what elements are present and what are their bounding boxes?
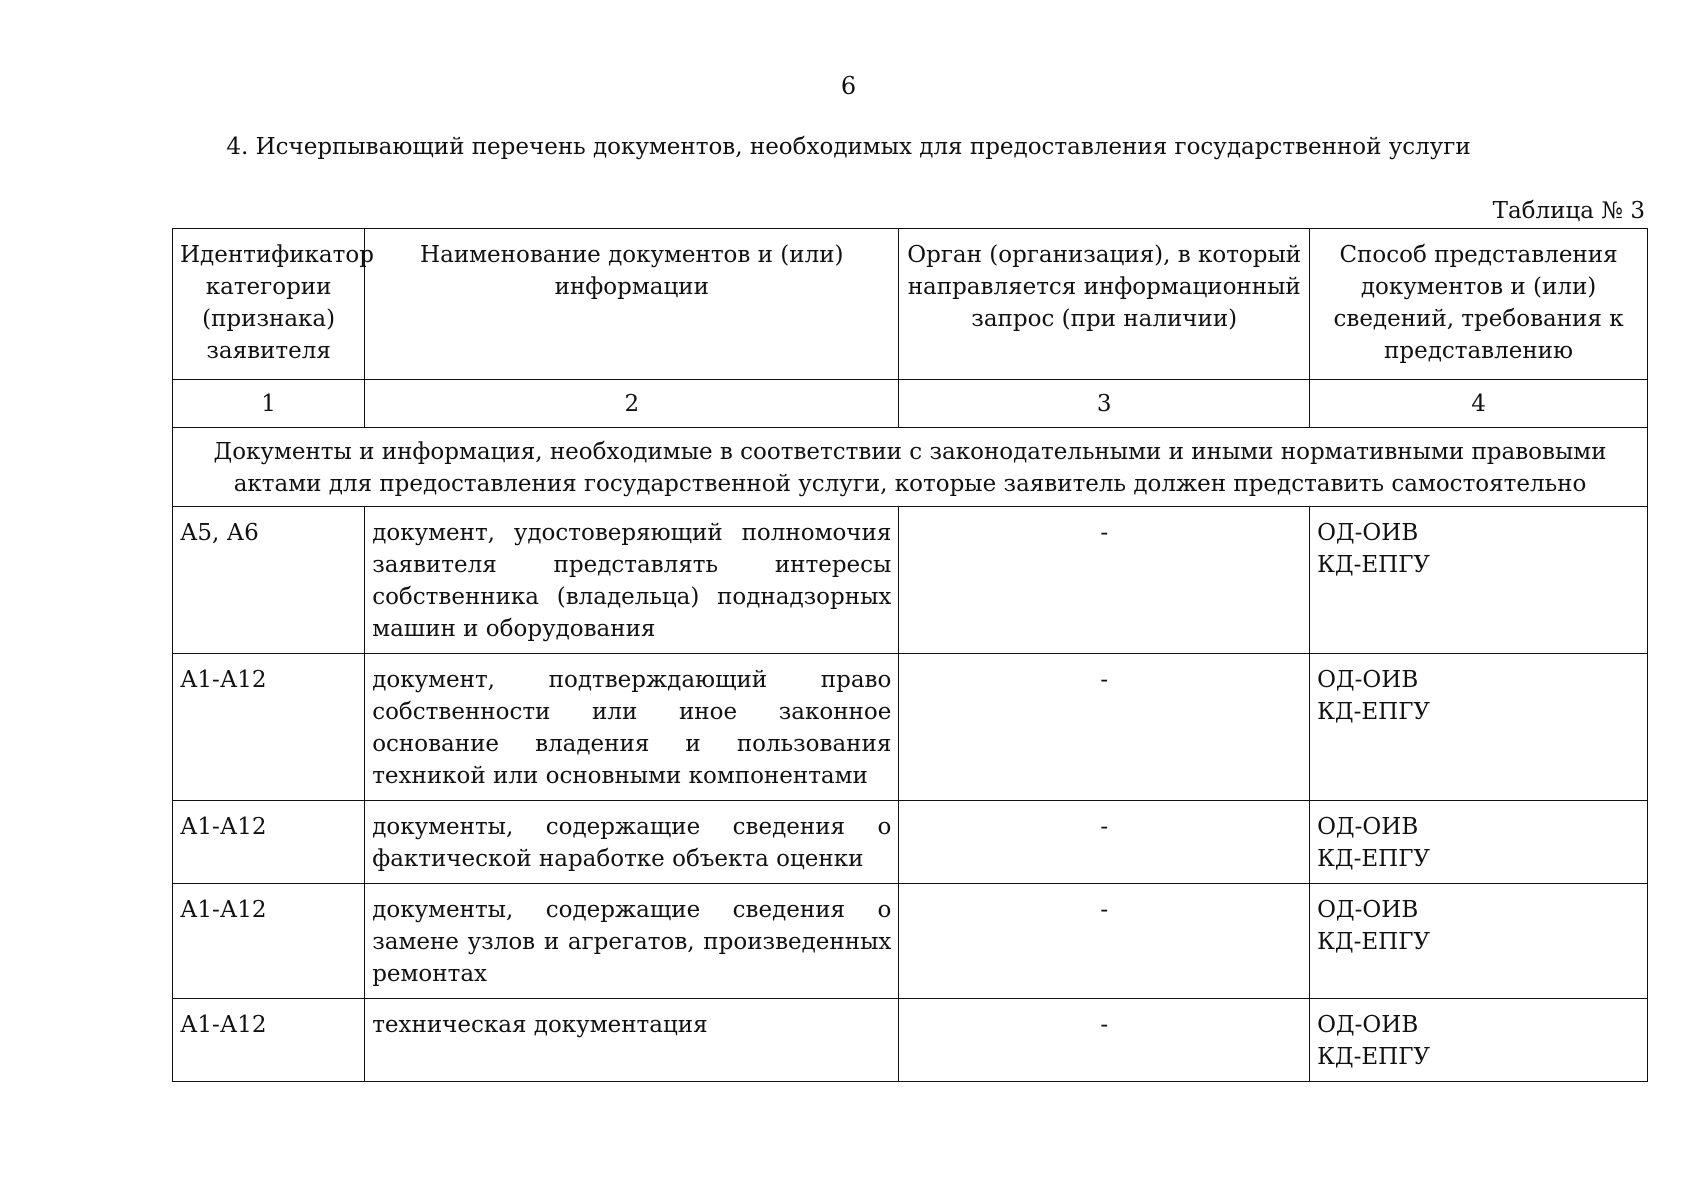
request-organization-cell: - bbox=[899, 654, 1310, 801]
group-title-row bbox=[173, 428, 1648, 507]
submission-method-value: КД-ЕПГУ bbox=[1317, 846, 1431, 872]
table-caption: Таблица № 3 bbox=[1492, 198, 1645, 224]
table-header-row bbox=[173, 229, 1648, 380]
applicant-category-cell: А5, А6 bbox=[173, 507, 365, 654]
submission-method-value: КД-ЕПГУ bbox=[1317, 929, 1431, 955]
column-number: 2 bbox=[365, 380, 899, 428]
request-organization-cell: - bbox=[899, 507, 1310, 654]
submission-method-cell bbox=[1310, 999, 1648, 1082]
header-request-organization: Орган (организация), в который направляется информационный запрос (при наличии) bbox=[899, 229, 1310, 380]
submission-method-cell bbox=[1310, 884, 1648, 999]
table-row bbox=[173, 507, 1648, 654]
column-number: 1 bbox=[173, 380, 365, 428]
submission-method-value: ОД-ОИВ bbox=[1317, 1012, 1419, 1038]
request-organization-cell: - bbox=[899, 999, 1310, 1082]
header-submission-method: Способ представления документов и (или) сведений, требования к представлению bbox=[1310, 229, 1648, 380]
submission-method-value: ОД-ОИВ bbox=[1317, 520, 1419, 546]
table-row bbox=[173, 654, 1648, 801]
documents-table bbox=[172, 228, 1648, 1082]
submission-method-cell bbox=[1310, 801, 1648, 884]
submission-method-value: КД-ЕПГУ bbox=[1317, 699, 1431, 725]
submission-method-value: КД-ЕПГУ bbox=[1317, 1044, 1431, 1070]
applicant-category-cell: А1-А12 bbox=[173, 801, 365, 884]
table-row bbox=[173, 801, 1648, 884]
submission-method-value: ОД-ОИВ bbox=[1317, 667, 1419, 693]
column-number: 4 bbox=[1310, 380, 1648, 428]
column-number-row bbox=[173, 380, 1648, 428]
request-organization-cell: - bbox=[899, 801, 1310, 884]
submission-method-value: ОД-ОИВ bbox=[1317, 814, 1419, 840]
table-row bbox=[173, 884, 1648, 999]
submission-method-value: ОД-ОИВ bbox=[1317, 897, 1419, 923]
page-number: 6 bbox=[840, 72, 857, 100]
submission-method-cell bbox=[1310, 507, 1648, 654]
request-organization-cell: - bbox=[899, 884, 1310, 999]
header-document-name: Наименование документов и (или) информации bbox=[365, 229, 899, 380]
applicant-category-cell: А1-А12 bbox=[173, 999, 365, 1082]
submission-method-value: КД-ЕПГУ bbox=[1317, 552, 1431, 578]
section-title: 4. Исчерпывающий перечень документов, необходимых для предоставления государственной услуги bbox=[226, 134, 1471, 160]
header-applicant-category: Идентификатор категории (признака) заявителя bbox=[173, 229, 365, 380]
table-row bbox=[173, 999, 1648, 1082]
document-name-cell: документы, содержащие сведения о фактической наработке объекта оценки bbox=[365, 801, 899, 884]
document-name-cell: документы, содержащие сведения о замене узлов и агрегатов, произведенных ремонтах bbox=[365, 884, 899, 999]
submission-method-cell bbox=[1310, 654, 1648, 801]
document-name-cell: документ, удостоверяющий полномочия заявителя представлять интересы собственника (владельца) поднадзорных машин и оборудования bbox=[365, 507, 899, 654]
applicant-category-cell: А1-А12 bbox=[173, 654, 365, 801]
applicant-category-cell: А1-А12 bbox=[173, 884, 365, 999]
column-number: 3 bbox=[899, 380, 1310, 428]
group-title: Документы и информация, необходимые в соответствии с законодательными и иными нормативными правовыми актами для предоставления государственной услуги, которые заявитель должен представить самостоятельно bbox=[173, 428, 1648, 507]
document-name-cell: техническая документация bbox=[365, 999, 899, 1082]
document-name-cell: документ, подтверждающий право собственности или иное законное основание владения и пользования техникой или основными компонентами bbox=[365, 654, 899, 801]
